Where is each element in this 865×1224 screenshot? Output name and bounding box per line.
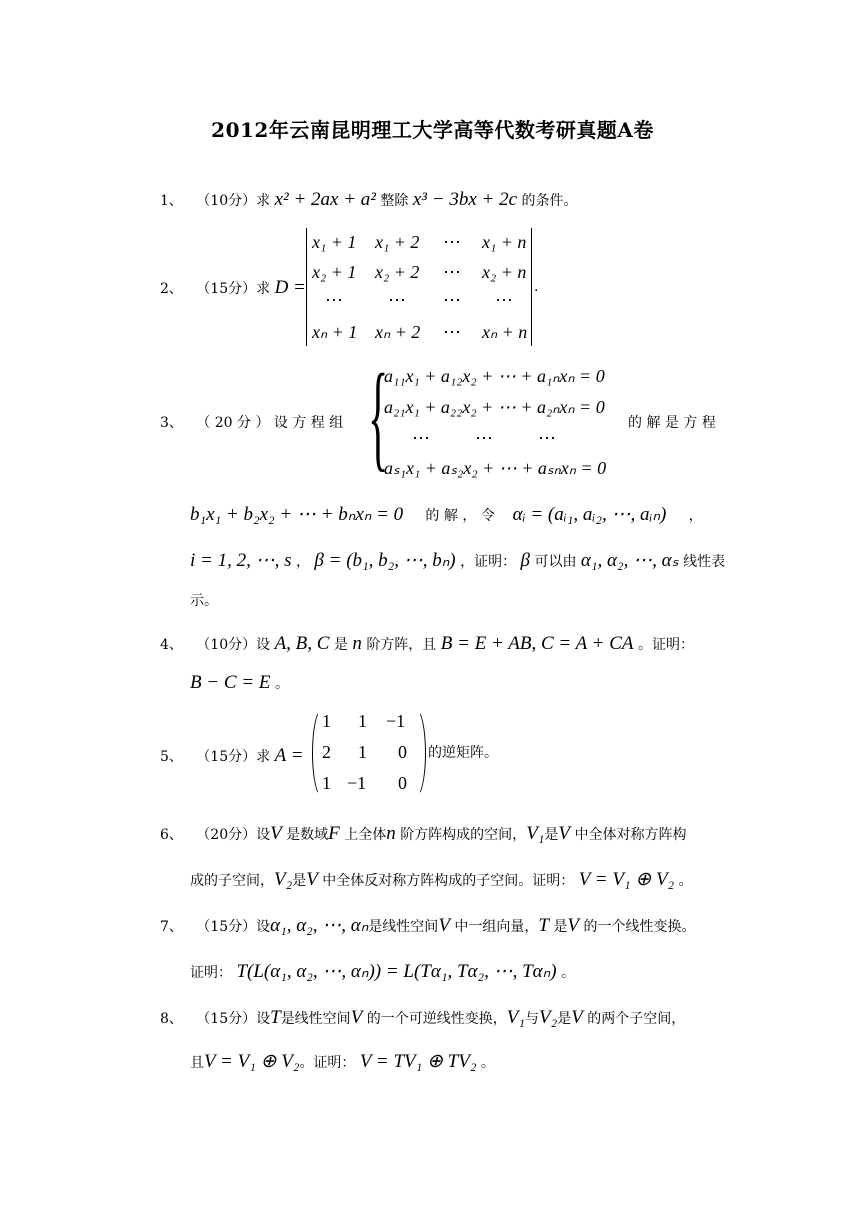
equation: a₂₁x₁ + a₂₂x₂ + ⋯ + a₂ₙxₙ = 0 <box>384 397 605 417</box>
q6-line-2 <box>190 870 693 889</box>
q3-comma: ， <box>688 508 703 524</box>
q8-text: 且 <box>190 1055 204 1071</box>
q7-text: （15分）设 <box>196 919 271 935</box>
q8-text: 是 <box>557 1011 572 1027</box>
q6-text: （20分）设 <box>196 827 271 843</box>
q8-end: 。 <box>480 1055 495 1071</box>
q3-points: （ 20 分 ） 设 方 程 组 <box>196 415 344 431</box>
q8-symbol: V₁ <box>506 1007 525 1028</box>
question-5 <box>160 746 303 765</box>
q6-text: 中全体反对称方阵构成的子空间。证明： <box>322 873 575 889</box>
det-cell: xₙ + 2 <box>375 322 421 342</box>
q4-claim: B − C = E <box>190 672 271 693</box>
q8-text: （15分）设 <box>196 1011 271 1027</box>
q8-symbol: V₂ <box>538 1007 558 1028</box>
q3-index: i = 1, 2, ⋯, s <box>190 550 292 571</box>
question-1 <box>160 190 577 209</box>
matrix-cell: 0 <box>398 742 407 762</box>
q4-line-2 <box>190 673 289 692</box>
q3-text: 线性表 <box>683 554 726 570</box>
q6-claim: V = V₁ ⊕ V₂ <box>578 869 675 890</box>
det-cell: x₂ + n <box>482 262 527 282</box>
q3-alphas: α₁, α₂, ⋯, αₛ <box>580 550 679 571</box>
q6-text: 中全体对称方阵构 <box>574 827 687 843</box>
q7-vectors: α₁, α₂, ⋯, αₙ <box>270 915 369 936</box>
q7-end: 。 <box>561 965 575 981</box>
q7-number: 7、 <box>160 919 183 935</box>
q8-text: 与 <box>524 1011 539 1027</box>
det-cell: xₙ + n <box>482 322 528 342</box>
q1-tail: 的条件。 <box>521 193 578 209</box>
equation: ⋯ ⋯ ⋯ <box>412 428 556 448</box>
q2-number: 2、 <box>160 281 183 297</box>
matrix-cell: 1 <box>358 711 367 731</box>
q6-text: 成的子空间， <box>190 873 274 889</box>
q8-text: 的两个子空间， <box>587 1011 686 1027</box>
det-cell: ⋯ <box>443 262 461 282</box>
det-cell: ⋯ <box>443 232 461 252</box>
matrix-cell: 2 <box>322 742 331 762</box>
q7-claim: T(L(α₁, α₂, ⋯, αₙ)) = L(Tα₁, Tα₂, ⋯, Tαₙ) <box>236 961 557 982</box>
det-cell: ⋯ <box>495 290 513 310</box>
q3-beta: β <box>520 550 531 571</box>
question-7 <box>160 916 695 935</box>
q6-end: 。 <box>678 873 693 889</box>
q6-number: 6、 <box>160 827 183 843</box>
q3-line-4: 示。 <box>190 593 218 609</box>
q1-mid: 整除 <box>380 193 409 209</box>
det-cell: x₁ + n <box>482 232 527 252</box>
q7-proof: 证明： <box>190 965 232 981</box>
q3-beta-def: β = (b₁, b₂, ⋯, bₙ) <box>314 550 456 571</box>
q2-tail: . <box>534 279 539 295</box>
q2-points: （15分）求 <box>196 281 271 297</box>
q6-symbol: V <box>270 823 282 844</box>
det-cell: ⋯ <box>443 290 461 310</box>
equation: a₁₁x₁ + a₁₂x₂ + ⋯ + a₁ₙxₙ = 0 <box>384 366 605 386</box>
det-cell: xₙ + 1 <box>312 322 358 342</box>
q3-comma: ， <box>295 554 310 570</box>
q6-text: 是 <box>292 873 307 889</box>
det-cell: ⋯ <box>388 290 406 310</box>
q7-symbol: V <box>567 915 580 936</box>
q6-symbol: V <box>558 823 571 844</box>
q1-number: 1、 <box>160 193 183 209</box>
q8-text: 。证明： <box>299 1055 356 1071</box>
det-cell: x₁ + 1 <box>312 232 357 252</box>
det-cell: x₁ + 2 <box>375 232 420 252</box>
q6-symbol: V₂ <box>274 869 293 890</box>
q3-alpha-def: αᵢ = (aᵢ₁, aᵢ₂, ⋯, aᵢₙ) <box>512 504 667 525</box>
q8-symbol: V <box>350 1007 363 1028</box>
matrix-cell: 1 <box>322 711 331 731</box>
q6-symbol: V₁ <box>526 823 545 844</box>
q6-text: 是 <box>544 827 559 843</box>
q8-claim: V = TV₁ ⊕ TV₂ <box>359 1051 477 1072</box>
q4-conditions: B = E + AB, C = A + CA <box>440 633 634 654</box>
q4-points: （10分）设 <box>196 637 271 653</box>
det-cell: ⋯ <box>443 322 461 342</box>
q5-lhs: A = <box>274 745 304 766</box>
matrix-cell: 1 <box>322 773 331 793</box>
det-cell: ⋯ <box>325 290 343 310</box>
q1-divisor: x² + 2ax + a² <box>274 189 376 210</box>
question-4 <box>160 634 694 653</box>
q6-text: 阶方阵构成的空间， <box>400 827 527 843</box>
q7-text: 是 <box>553 919 568 935</box>
q7-symbol: V <box>438 915 450 936</box>
q6-symbol: n <box>386 823 396 844</box>
matrix-cell: −1 <box>386 711 406 731</box>
equation: aₛ₁x₁ + aₛ₂x₂ + ⋯ + aₛₙxₙ = 0 <box>384 458 607 478</box>
q7-text: 中一组向量， <box>454 919 539 935</box>
q3-after: 的 解 是 方 程 <box>628 415 716 431</box>
q3-number: 3、 <box>160 415 183 431</box>
q7-text: 是线性空间 <box>368 919 439 935</box>
q3-line-3 <box>190 551 725 570</box>
q3-equation: b₁x₁ + b₂x₂ + ⋯ + bₙxₙ = 0 <box>190 504 404 525</box>
question-8 <box>160 1008 685 1027</box>
q7-text: 的一个线性变换。 <box>583 919 696 935</box>
q4-text: 是 <box>333 637 348 653</box>
q5-tail: 的逆矩阵。 <box>428 745 498 761</box>
q7-line-2 <box>190 962 575 981</box>
q1-points: （10分）求 <box>196 193 271 209</box>
q4-n: n <box>352 633 362 654</box>
q8-text: 的一个可逆线性变换， <box>366 1011 507 1027</box>
q1-dividend: x³ − 3bx + 2c <box>412 189 518 210</box>
matrix-cell: −1 <box>347 773 367 793</box>
q6-symbol: V <box>306 869 318 890</box>
det-cell: x₂ + 2 <box>375 262 420 282</box>
q4-end: 。 <box>274 676 289 692</box>
q2-lhs: D = <box>274 277 306 298</box>
q4-matrices: A, B, C <box>274 633 330 654</box>
q3-text: 可以由 <box>534 554 577 570</box>
page-title: 2012年云南昆明理工大学高等代数考研真题A卷 <box>211 118 654 142</box>
q5-number: 5、 <box>160 749 183 765</box>
det-cell: x₂ + 1 <box>312 262 357 282</box>
q6-symbol: F <box>328 823 340 844</box>
q8-text: 是线性空间 <box>280 1011 351 1027</box>
q7-symbol: T <box>538 915 549 936</box>
q3-text: 的 解 ， 令 <box>425 508 495 524</box>
q6-text: 是数域 <box>286 827 329 843</box>
q8-condition: V = V₁ ⊕ V₂ <box>204 1051 300 1072</box>
q8-symbol: V <box>571 1007 583 1028</box>
q4-proof: 。证明： <box>637 637 694 653</box>
q3-proof: ，证明： <box>460 554 517 570</box>
matrix-cell: 1 <box>358 742 367 762</box>
matrix-cell: 0 <box>398 773 407 793</box>
question-3 <box>160 416 343 430</box>
q4-number: 4、 <box>160 637 183 653</box>
question-6 <box>160 824 686 843</box>
q5-points: （15分）求 <box>196 749 271 765</box>
q4-text: 阶方阵，且 <box>366 637 437 653</box>
q3-line-2 <box>190 505 703 524</box>
q6-text: 上全体 <box>344 827 387 843</box>
q8-symbol: T <box>270 1007 281 1028</box>
question-2 <box>160 278 306 297</box>
left-brace: { <box>368 349 389 482</box>
q8-number: 8、 <box>160 1011 183 1027</box>
q8-line-2 <box>190 1052 495 1071</box>
